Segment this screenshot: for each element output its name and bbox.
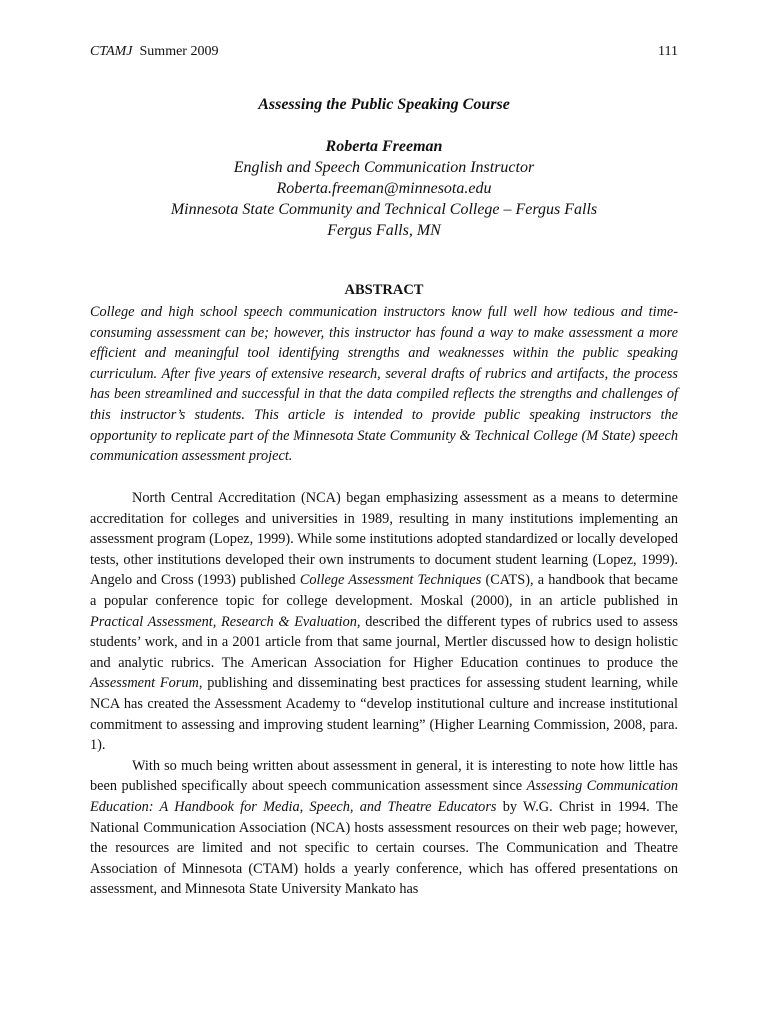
body-paragraph-1 xyxy=(90,488,678,756)
abstract-text: College and high school speech communication instructors know full well how tedious and time-consuming assessment can be; however, this instructor has found a way to make assessment a more efficient and meaningful tool identifying strengths and weaknesses within the public speaking curriculum. After five years of extensive research, several drafts of rubrics and artifacts, the process has been streamlined and successful in that the data compiled reflects the strengths and challenges of this instructor’s students. This article is intended to provide public speaking instructors the opportunity to replicate part of the Minnesota State Community & Technical College (M State) speech communication assessment project. xyxy=(90,304,678,465)
author-email: Roberta.freeman@minnesota.edu xyxy=(276,180,492,197)
author-location: Fergus Falls, MN xyxy=(327,222,441,239)
author-name: Roberta Freeman xyxy=(325,138,443,155)
p2-text-1: With so much being written about assessment in general, it is interesting to note how little has been published specifically about speech communication assessment since xyxy=(90,757,678,795)
body-text xyxy=(90,488,678,900)
page-number: 111 xyxy=(658,44,678,59)
journal-issue xyxy=(90,44,218,60)
p2-text-2: by W.G. Christ in 1994. The National Communication Association (NCA) hosts assessment resources on their web page; however, the resources are limited and not specific to certain courses. The Communication and Theatre Association of Minnesota (CTAM) holds a yearly conference, which has offered presentations on assessment, and Minnesota State University Mankato has xyxy=(90,798,678,898)
p1-text-2: (CATS), a handbook that became a popular conference topic for college development. Moskal (2000), in an article published in xyxy=(90,572,679,609)
p1-italic-3: Assessment Forum xyxy=(90,675,199,692)
body-paragraph-2 xyxy=(90,756,678,900)
p1-italic-1: College Assessment Techniques xyxy=(299,572,482,589)
article-title: Assessing the Public Speaking Course xyxy=(258,96,510,113)
p2-italic-1: Assessing Communication Education: A Handbook for Media, Speech, and Theatre Educators xyxy=(90,778,679,815)
journal-name: CTAMJ xyxy=(90,44,133,59)
p1-italic-2: Practical Assessment, Research & Evaluation, xyxy=(90,613,361,630)
author-institution: Minnesota State Community and Technical College – Fergus Falls xyxy=(170,201,598,218)
running-header xyxy=(90,44,678,60)
issue-date: Summer 2009 xyxy=(139,44,219,59)
p1-text-4: , publishing and disseminating best practices for assessing student learning, while NCA has created the Assessment Academy to “develop institutional culture and increase institutional commitment to assessing and improving student learning” (Higher Learning Commission, 2008, para. 1). xyxy=(90,675,678,754)
title-block xyxy=(90,94,678,241)
author-position: English and Speech Communication Instructor xyxy=(233,159,535,176)
abstract-heading: ABSTRACT xyxy=(344,282,424,298)
p1-text-3: described the different types of rubrics used to assess students’ work, and in a 2001 article from that same journal, Mertler discussed how to design holistic and analytic rubrics. The American Association for Higher Education continues to produce the xyxy=(90,613,678,671)
p1-text-1: North Central Accreditation (NCA) began emphasizing assessment as a means to determine accreditation for colleges and universities in 1989, resulting in many institutions implementing an assessment program (Lopez, 1999). While some institutions adopted standardized or locally developed tests, other institutions developed their own instruments to document student learning (Lopez, 1999). Angelo and Cross (1993) published xyxy=(90,490,678,589)
